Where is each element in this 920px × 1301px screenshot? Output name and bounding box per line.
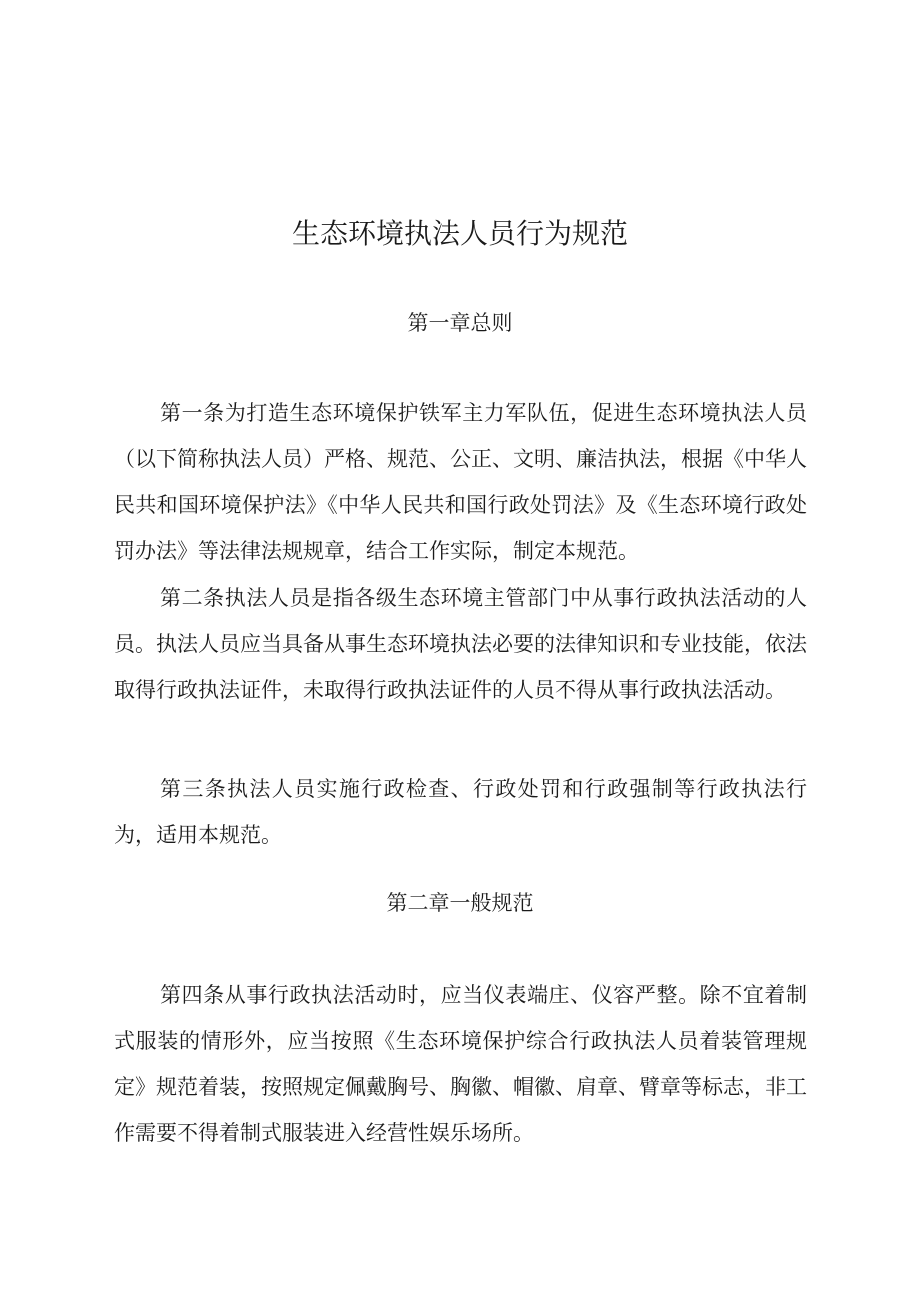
- article-2: 第二条执法人员是指各级生态环境主管部门中从事行政执法活动的人员。执法人员应当具备从事生态环境执法必要的法律知识和专业技能，依法取得行政执法证件，未取得行政执法证件的人员不得从事行政执法活动。: [114, 586, 807, 702]
- article-4: 第四条从事行政执法活动时，应当仪表端庄、仪容严整。除不宜着制式服装的情形外，应当按照《生态环境保护综合行政执法人员着装管理规定》规范着装，按照规定佩戴胸号、胸徽、帽徽、肩章、臂章等标志，非工作需要不得着制式服装进入经营性娱乐场所。: [114, 983, 807, 1145]
- document-title: 生态环境执法人员行为规范: [291, 217, 628, 250]
- article-1: 第一条为打造生态环境保护铁军主力军队伍，促进生态环境执法人员（以下简称执法人员）严格、规范、公正、文明、廉洁执法，根据《中华人民共和国环境保护法》《中华人民共和国行政处罚法》及《生态环境行政处罚办法》等法律法规规章，结合工作实际，制定本规范。: [114, 401, 807, 563]
- chapter-heading: 第二章一般规范: [386, 891, 534, 915]
- article-3: 第三条执法人员实施行政检查、行政处罚和行政强制等行政执法行为，适用本规范。: [114, 777, 807, 847]
- chapter-heading: 第一章总则: [407, 311, 513, 335]
